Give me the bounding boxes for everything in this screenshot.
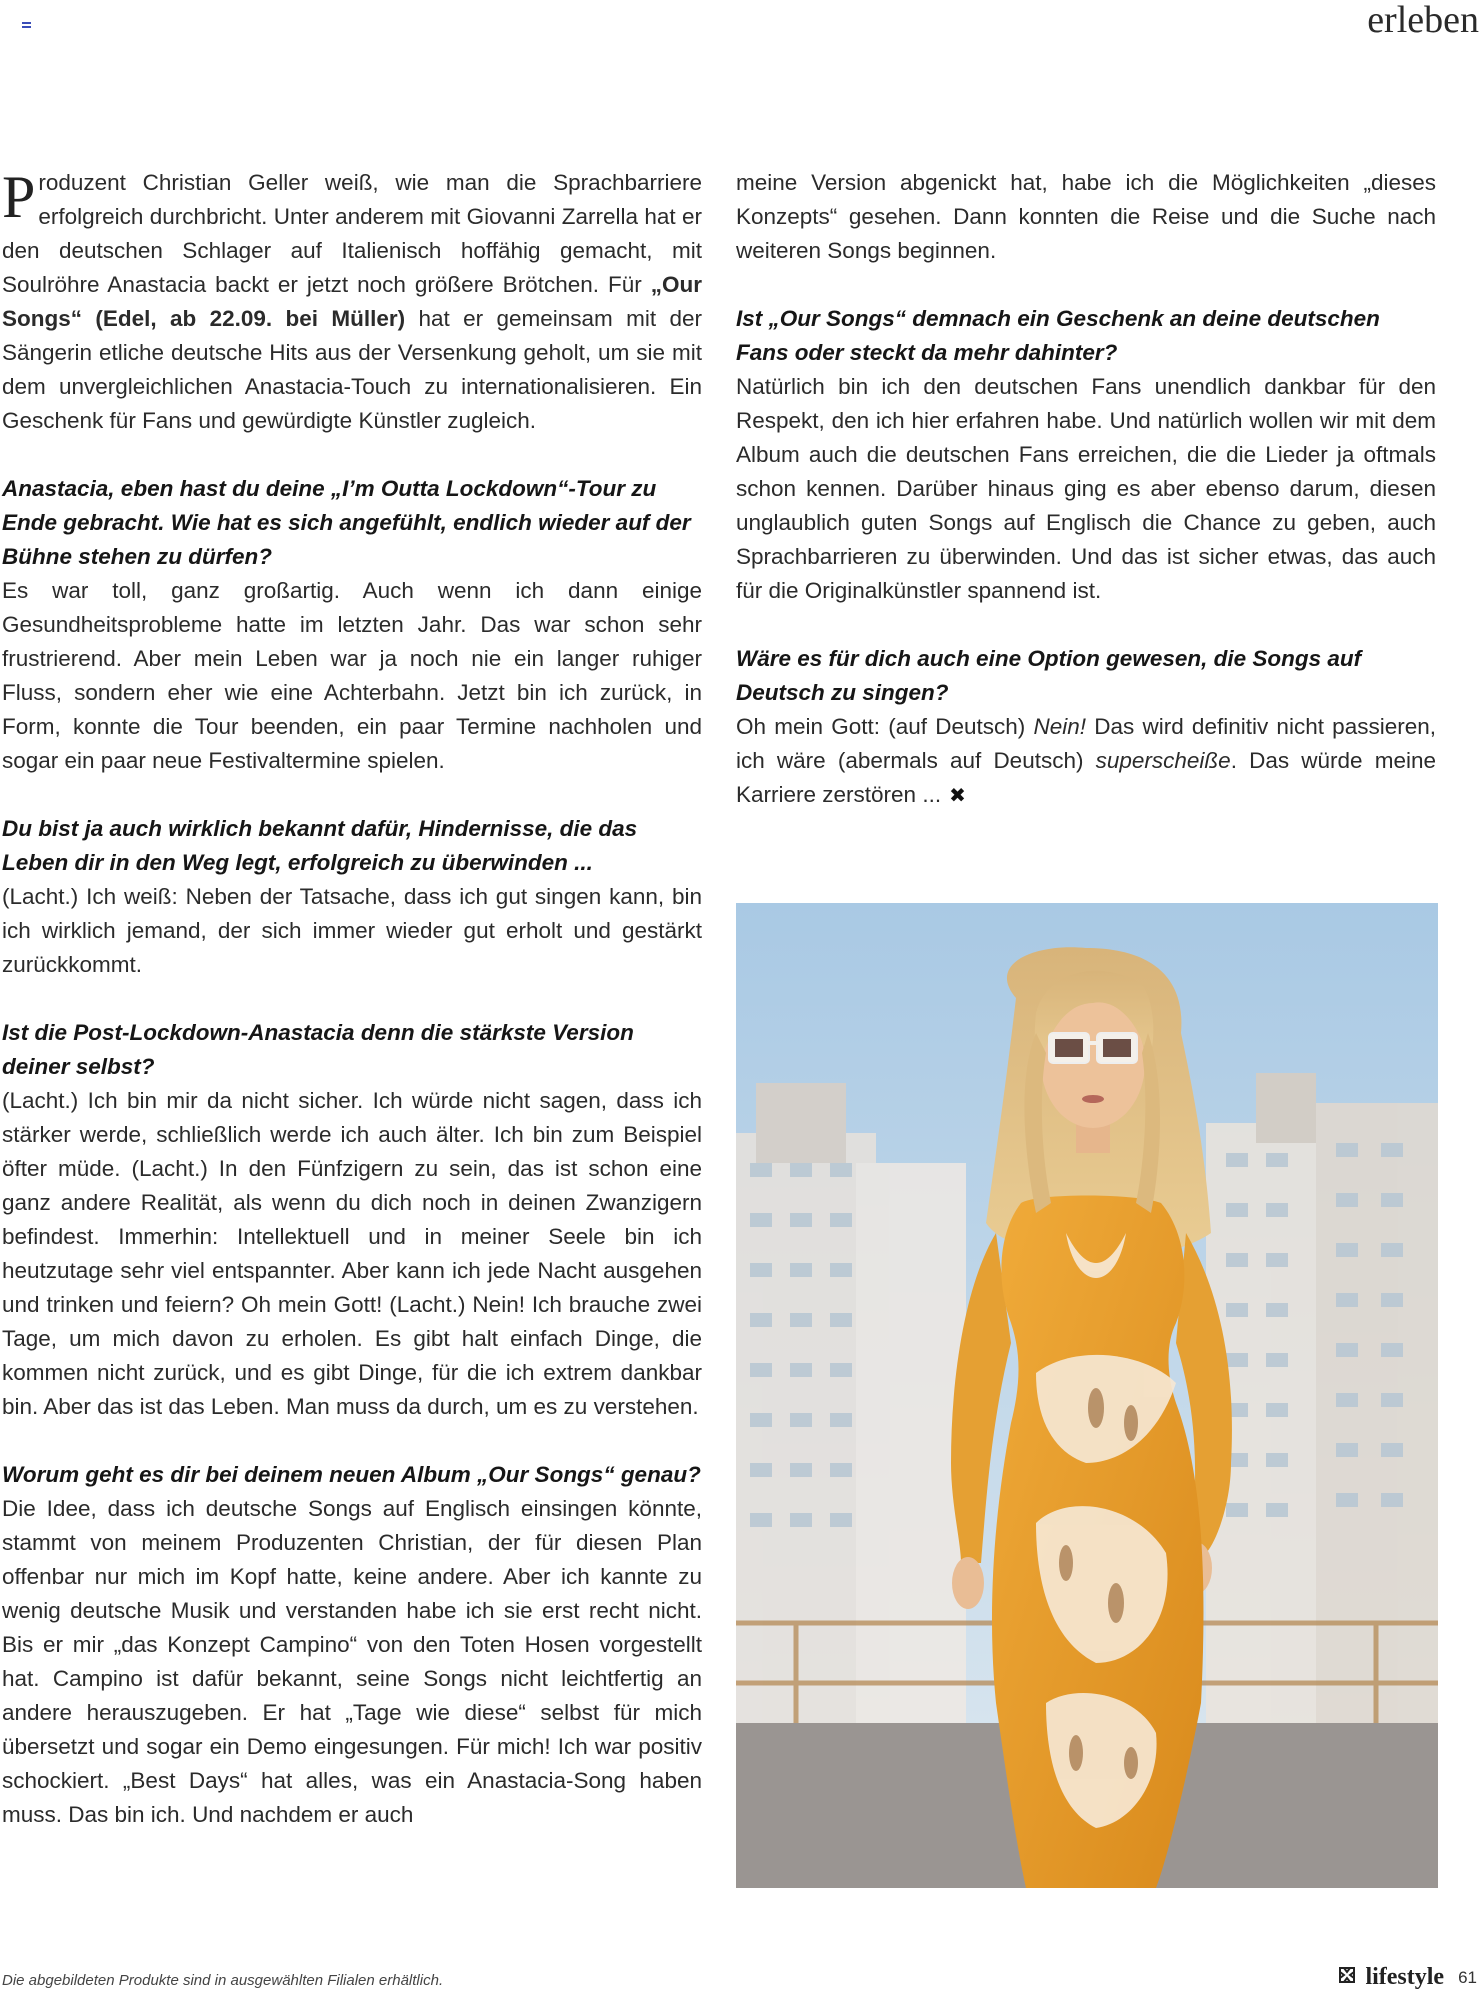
answer: (Lacht.) Ich bin mir da nicht sicher. Ich würde nicht sagen, dass ich stärker werde, schließlich werde ich auch älter. Ich bin zum Beispiel öfter müde. (Lacht.) In den Fünfzigern zu sein, das ist schon eine ganz andere Realität, als wenn du dich noch in deinen Zwanzigern befindest. Immerhin: Intellektuell und in meiner Seele bin ich heutzutage sehr viel entspannter. Aber kann ich jede Nacht ausgehen und trinken und feiern? Oh mein Gott! (Lacht.) Nein! Ich brauche zwei Tage, um mich davon zu erholen. Es gibt halt einfach Dinge, die kommen nicht zurück, und es gibt Dinge, für die ich extrem dankbar bin. Aber das ist das Leben. Man muss da durch, um es zu verstehen. bbox=[2, 1088, 702, 1419]
question: Wäre es für dich auch eine Option gewesen, die Songs auf Deutsch zu singen? bbox=[736, 646, 1362, 705]
intro-paragraph: Produzent Christian Geller weiß, wie man die Sprachbarriere erfolgreich durchbricht. Unter anderem mit Giovanni Zarrella hat er den deutschen Schlager auf Italienisch hoffähig gemacht, mit Soulröhre Anastacia backt er jetzt noch größere Brötchen. Für „Our Songs“ (Edel, ab 22.09. bei Müller) hat er gemeinsam mit der Sängerin etliche deutsche Hits aus der Versenkung geholt, um sie mit dem unvergleichlichen Anastacia-Touch zu internationalisieren. Ein Geschenk für Fans und gewürdigte Künstler zugleich. bbox=[2, 164, 703, 433]
end-mark-icon: ✖ bbox=[949, 785, 966, 807]
brand-square-icon bbox=[1337, 1965, 1357, 1990]
artist-photo bbox=[736, 903, 1438, 1888]
answer: (Lacht.) Ich weiß: Neben der Tatsache, dass ich gut singen kann, bin ich wirklich jemand, der sich immer wieder gut erholt und gestärkt zurückkommt. bbox=[2, 884, 702, 977]
footer-note: Die abgebildeten Produkte sind in ausgewählten Filialen erhältlich. bbox=[2, 1972, 444, 1989]
answer: Es war toll, ganz großartig. Auch wenn ich dann einige Gesundheitsprobleme hatte im letzten Jahr. Das war schon sehr frustrierend. Aber mein Leben war ja noch nie ein langer ruhiger Fluss, sondern eher wie eine Achterbahn. Jetzt bin ich zurück, in Form, konnte die Tour beenden, ein paar Termine nachholen und sogar ein paar neue Festivaltermine spielen. bbox=[2, 578, 702, 773]
answer-continuation: meine Version abgenickt hat, habe ich die Möglichkeiten „dieses Konzepts“ gesehen. Dann konnten die Reise und die Suche nach weiteren Songs beginnen. bbox=[736, 170, 1436, 263]
footer-brand bbox=[1337, 1964, 1477, 1991]
question: Ist „Our Songs“ demnach ein Geschenk an deine deutschen Fans oder steckt da mehr dahinter? bbox=[736, 306, 1380, 365]
answer-final: Oh mein Gott: (auf Deutsch) Nein! Das wird definitiv nicht passieren, ich wäre (abermals auf Deutsch) superscheiße. Das würde meine Karriere zerstören ... ✖ bbox=[736, 714, 1436, 807]
question: Du bist ja auch wirklich bekannt dafür, Hindernisse, die das Leben dir in den Weg legt, erfolgreich zu überwinden ... bbox=[2, 816, 638, 875]
question: Ist die Post-Lockdown-Anastacia denn die stärkste Version deiner selbst? bbox=[2, 1020, 634, 1079]
answer: Natürlich bin ich den deutschen Fans unendlich dankbar für den Respekt, den ich hier erfahren habe. Und natürlich wollen wir mit dem Album auch die deutschen Fans erreichen, die die Lieder ja oftmals schon kennen. Darüber hinaus ging es aber ebenso darum, diesen unglaublich guten Songs auf Englisch die Chance zu geben, auch Sprachbarrieren zu überwinden. Und das ist sicher etwas, das auch für die Originalkünstler spannend ist. bbox=[736, 374, 1436, 603]
question: Worum geht es dir bei deinem neuen Album „Our Songs“ genau? bbox=[2, 1462, 701, 1487]
section-title: erleben bbox=[1367, 0, 1479, 41]
question: Anastacia, eben hast du deine „I’m Outta Lockdown“-Tour zu Ende gebracht. Wie hat es sich angefühlt, endlich wieder auf der Bühne stehen zu dürfen? bbox=[2, 476, 691, 569]
drop-cap: P bbox=[2, 164, 36, 230]
answer: Die Idee, dass ich deutsche Songs auf Englisch einsingen könnte, stammt von meinem Produzenten Christian, der für diesen Plan offenbar nur mich im Kopf hatte, keine andere. Aber ich kannte zu wenig deutsche Musik und verstanden habe ich sie erst recht nicht. Bis er mir „das Konzept Campino“ von den Toten Hosen vorgestellt hat. Campino ist dafür bekannt, seine Songs nicht leichtfertig an andere herauszugeben. Er hat „Tage wie diese“ selbst für mich übersetzt und sogar ein Demo eingesungen. Für mich! Ich war positiv schockiert. „Best Days“ hat alles, was ein Anastacia-Song haben muss. Das bin ich. Und nachdem er auch bbox=[2, 1496, 702, 1827]
menu-icon[interactable] bbox=[22, 22, 31, 30]
page-number: 61 bbox=[1458, 1967, 1477, 1987]
album-info: „Our Songs“ (Edel, ab 22.09. bei Müller) bbox=[2, 272, 702, 331]
article-column-right bbox=[736, 166, 1436, 813]
brand-name: lifestyle bbox=[1365, 1964, 1445, 1990]
article-column-left bbox=[2, 166, 702, 1832]
